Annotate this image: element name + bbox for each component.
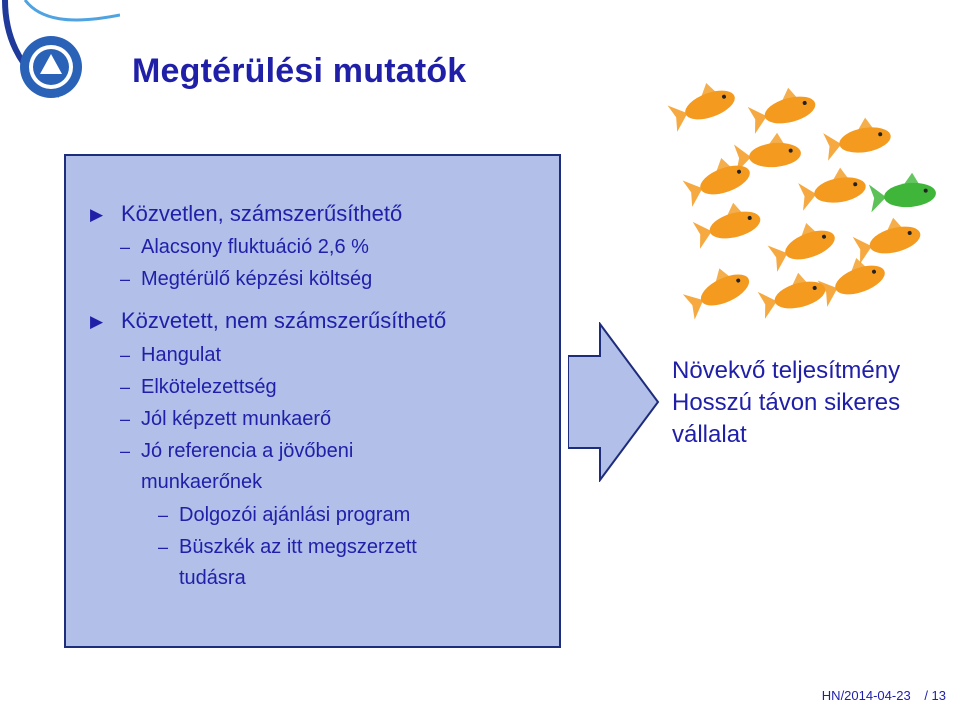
goldfish-shape [733, 131, 802, 173]
goldfish-shape [756, 267, 829, 319]
goldfish-shape [691, 197, 764, 249]
bullet-dash-icon: – [158, 505, 169, 525]
bullet-item-level-3: Dolgozói ajánlási program [179, 504, 411, 526]
goldfish-shape [851, 212, 924, 264]
result-line-2: Hosszú távon sikeres [672, 389, 901, 416]
bullet-item-level-2: Megtérülő képzési költség [141, 268, 373, 290]
bullet-item-level-3: Büszkék az itt megszerzett [179, 536, 417, 558]
goldfish-shape [815, 250, 889, 306]
bullet-triangle-icon: ▶ [90, 205, 104, 224]
bullet-dash-icon: – [120, 409, 131, 429]
bullet-dash-icon: – [120, 269, 131, 289]
bullet-item-level-2: Elkötelezettség [141, 376, 277, 398]
bullet-item-level-2: Hangulat [141, 344, 222, 366]
footer-page-number: / 13 [924, 688, 946, 703]
bullet-item-level-2: munkaerőnek [141, 471, 263, 493]
right-arrow [568, 322, 660, 482]
bullet-item-level-1: Közvetlen, számszerűsíthető [121, 201, 403, 226]
bullet-item-level-2: Alacsony fluktuáció 2,6 % [141, 236, 369, 258]
indicators-panel [64, 154, 561, 648]
footer-code: HN/2014-04-23 [821, 688, 911, 703]
goldfish-shape [665, 75, 739, 131]
bullet-dash-icon: – [120, 441, 131, 461]
bullet-dash-icon: – [120, 237, 131, 257]
goldfish-shape [679, 259, 754, 320]
bullet-dash-icon: – [120, 377, 131, 397]
bullet-item-level-2: Jól képzett munkaerő [141, 408, 332, 430]
result-line-3: vállalat [672, 421, 747, 448]
goldfish-shape [746, 82, 819, 134]
bullet-triangle-icon: ▶ [90, 312, 104, 331]
bullet-dash-icon: – [120, 345, 131, 365]
bullet-item-level-1: Közvetett, nem számszerűsíthető [121, 308, 447, 333]
goldfish-shape [822, 114, 893, 161]
goldfish-shape [765, 215, 839, 271]
bullet-item-level-2: Jó referencia a jövőbeni [141, 440, 354, 462]
bullet-item-level-3: tudásra [179, 567, 246, 589]
slide-footer [812, 688, 946, 703]
result-line-1: Növekvő teljesítmény [672, 357, 901, 384]
tetra-pak-logo [18, 34, 84, 100]
bullet-dash-icon: – [158, 537, 169, 557]
goldfish-school-image [660, 70, 955, 330]
green-fish-shape [868, 171, 937, 213]
goldfish-shape [797, 164, 868, 211]
slide-title: Megtérülési mutatók [132, 52, 467, 90]
result-text [672, 355, 900, 451]
